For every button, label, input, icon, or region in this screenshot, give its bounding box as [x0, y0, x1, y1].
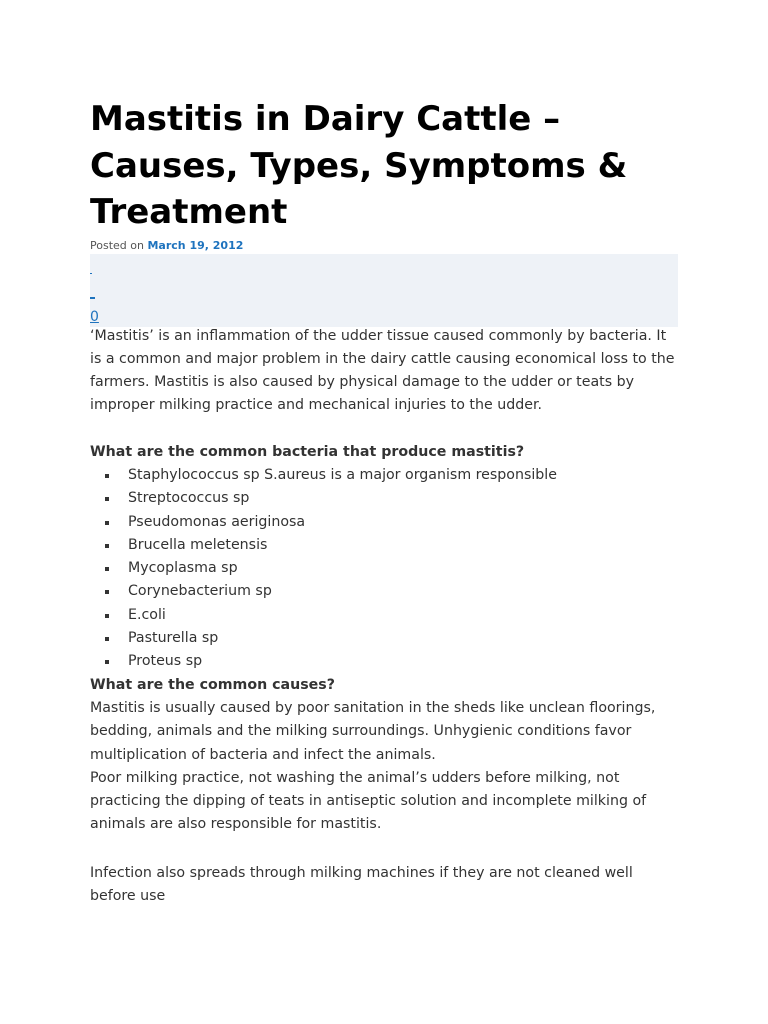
- article: [90, 96, 680, 908]
- post-meta: [90, 239, 680, 253]
- bullet-icon: [105, 474, 109, 478]
- bullet-icon: [105, 544, 109, 548]
- list-item: Brucella meletensis: [90, 534, 680, 557]
- list-item: Proteus sp: [90, 650, 680, 673]
- bullet-icon: [105, 497, 109, 501]
- bullet-icon: [105, 567, 109, 571]
- post-date-link[interactable]: March 19, 2012: [147, 238, 244, 252]
- list-item: Mycoplasma sp: [90, 557, 680, 580]
- causes-paragraph-1: Mastitis is usually caused by poor sanitation in the sheds like unclean floorings, bedding, animals and the milking surroundings. Unhygienic conditions favor multiplication of bacteria and infect the animals.: [90, 699, 656, 763]
- list-item: Pasturella sp: [90, 627, 680, 650]
- causes-paragraph-2: Poor milking practice, not washing the animal’s udders before milking, not practicing the dipping of teats in antiseptic solution and incomplete milking of animals are also responsible for mastitis.: [90, 769, 647, 833]
- article-body: [90, 325, 680, 909]
- share-count-link[interactable]: 0: [90, 308, 99, 325]
- bullet-icon: [105, 637, 109, 641]
- bullet-icon: [105, 521, 109, 525]
- bacteria-list: [90, 464, 680, 674]
- list-item: Streptococcus sp: [90, 487, 680, 510]
- causes-heading: What are the common causes?: [90, 676, 335, 693]
- share-link-icon[interactable]: [90, 297, 95, 299]
- posted-on-label: Posted on: [90, 238, 144, 252]
- article-title: Mastitis in Dairy Cattle – Causes, Types, Symptoms & Treatment: [90, 99, 628, 232]
- bullet-icon: [105, 590, 109, 594]
- intro-paragraph: ‘Mastitis’ is an inflammation of the udder tissue caused commonly by bacteria. It is a common and major problem in the dairy cattle causing economical loss to the farmers. Mastitis is also caused by physical damage to the udder or teats by improper milking practice and mechanical injuries to the udder.: [90, 327, 675, 414]
- bullet-icon: [105, 614, 109, 618]
- bullet-icon: [105, 660, 109, 664]
- list-item: Staphylococcus sp S.aureus is a major organism responsible: [90, 464, 680, 487]
- list-item: Corynebacterium sp: [90, 580, 680, 603]
- share-icon[interactable]: [90, 273, 92, 274]
- share-bar: [90, 254, 678, 327]
- list-item: E.coli: [90, 604, 680, 627]
- causes-paragraph-3: Infection also spreads through milking machines if they are not cleaned well before use: [90, 864, 633, 905]
- list-item: Pseudomonas aeriginosa: [90, 511, 680, 534]
- bacteria-heading: What are the common bacteria that produce mastitis?: [90, 443, 525, 460]
